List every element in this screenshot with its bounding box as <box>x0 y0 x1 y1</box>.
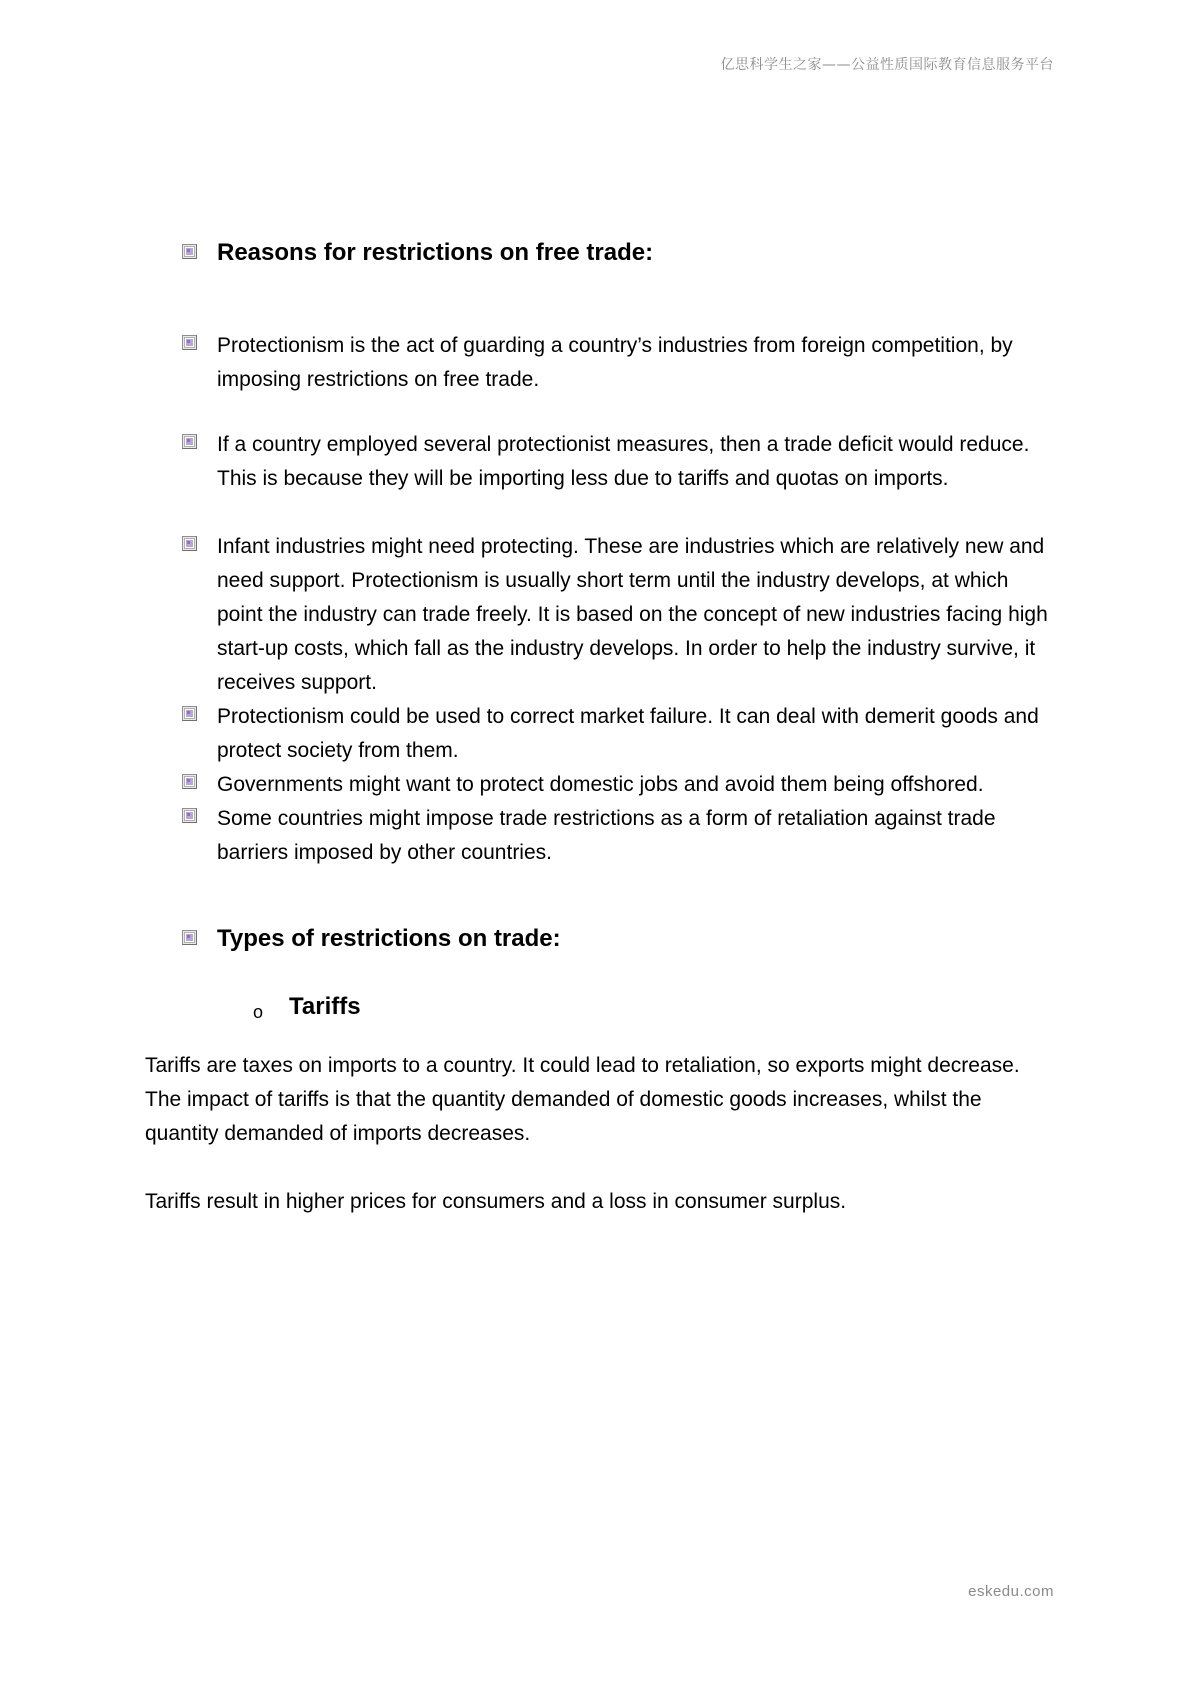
document-bullet-icon <box>182 930 197 945</box>
list-item: Some countries might impose trade restrictions as a form of retaliation against trade barriers imposed by other countries. <box>217 807 996 864</box>
document-bullet-icon <box>182 335 197 350</box>
document-bullet-icon <box>182 774 197 789</box>
list-item: Governments might want to protect domestic jobs and avoid them being offshored. <box>217 773 984 796</box>
paragraph: Tariffs are taxes on imports to a country. It could lead to retaliation, so exports might decrease. The impact of tariffs is that the quantity demanded of domestic goods increases, whilst the quantity demanded of imports decreases. <box>145 1054 1020 1145</box>
document-bullet-icon <box>182 434 197 449</box>
section-heading-types: Types of restrictions on trade: <box>217 925 561 952</box>
document-bullet-icon <box>182 244 197 259</box>
document-bullet-icon <box>182 706 197 721</box>
section-heading-reasons: Reasons for restrictions on free trade: <box>217 239 654 266</box>
subheading-tariffs: Tariffs <box>289 993 361 1020</box>
list-item: Protectionism could be used to correct market failure. It can deal with demerit goods and protect society from them. <box>217 705 1039 762</box>
page-header: 亿思科学生之家——公益性质国际教育信息服务平台 <box>720 57 1054 73</box>
document-bullet-icon <box>182 536 197 551</box>
list-item: Infant industries might need protecting. These are industries which are relatively new and need support. Protectionism is usually short term until the industry develops, at which point the industry can trade freely. It is based on the concept of new industries facing high start-up costs, which fall as the industry develops. In order to help the industry survive, it receives support. <box>217 535 1048 694</box>
sub-bullet-marker: o <box>253 1002 264 1022</box>
list-item: Protectionism is the act of guarding a country’s industries from foreign competition, by imposing restrictions on free trade. <box>217 334 1013 391</box>
document-bullet-icon <box>182 808 197 823</box>
paragraph: Tariffs result in higher prices for consumers and a loss in consumer surplus. <box>145 1190 847 1213</box>
page-footer: eskedu.com <box>968 1583 1054 1600</box>
list-item: If a country employed several protectionist measures, then a trade deficit would reduce. This is because they will be importing less due to tariffs and quotas on imports. <box>217 433 1030 490</box>
